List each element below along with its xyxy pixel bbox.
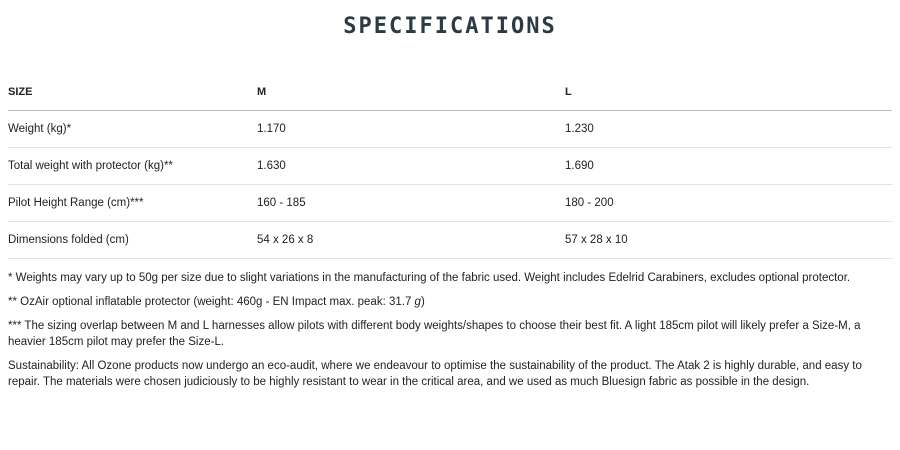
value-m: 1.630 (257, 148, 565, 185)
header-m: M (257, 74, 565, 111)
specifications-table (8, 74, 892, 259)
header-size: SIZE (8, 74, 257, 111)
footnote-weight: * Weights may vary up to 50g per size due to slight variations in the manufacturing of the fabric used. Weight includes Edelrid Carabiners, excludes optional protector. (8, 272, 851, 284)
value-m: 1.170 (257, 111, 565, 148)
footnote-sizing: *** The sizing overlap between M and L harnesses allow pilots with different body weights/shapes to choose their best fit. A light 185cm pilot will likely prefer a Size-M, a heavier 185cm pilot may prefer the Size-L. (8, 320, 861, 348)
value-l: 57 x 28 x 10 (565, 222, 892, 259)
row-label: Pilot Height Range (cm)*** (8, 185, 257, 222)
header-l: L (565, 74, 892, 111)
value-m: 160 - 185 (257, 185, 565, 222)
table-row (8, 185, 892, 222)
page-title: SPECIFICATIONS (343, 14, 557, 39)
footnote-protector-unit: g (414, 296, 421, 308)
value-l: 180 - 200 (565, 185, 892, 222)
sustainability-note: Sustainability: All Ozone products now undergo an eco-audit, where we endeavour to optimise the sustainability of the product. The Atak 2 is highly durable, and easy to repair. The materials were chosen judiciously to be highly resistant to wear in the critical area, and we used as much Bluesign fabric as possible in the design. (8, 360, 862, 388)
table-row (8, 222, 892, 259)
table-row (8, 148, 892, 185)
value-l: 1.690 (565, 148, 892, 185)
table-header-row (8, 74, 892, 111)
row-label: Weight (kg)* (8, 111, 257, 148)
footnote-protector-end: ) (420, 296, 425, 308)
footnotes (8, 270, 888, 398)
table-row (8, 111, 892, 148)
footnote-protector (8, 294, 888, 310)
row-label: Total weight with protector (kg)** (8, 148, 257, 185)
footnote-protector-text: ** OzAir optional inflatable protector (weight: 460g - EN Impact max. peak: 31.7 (8, 296, 415, 308)
value-l: 1.230 (565, 111, 892, 148)
row-label: Dimensions folded (cm) (8, 222, 257, 259)
value-m: 54 x 26 x 8 (257, 222, 565, 259)
